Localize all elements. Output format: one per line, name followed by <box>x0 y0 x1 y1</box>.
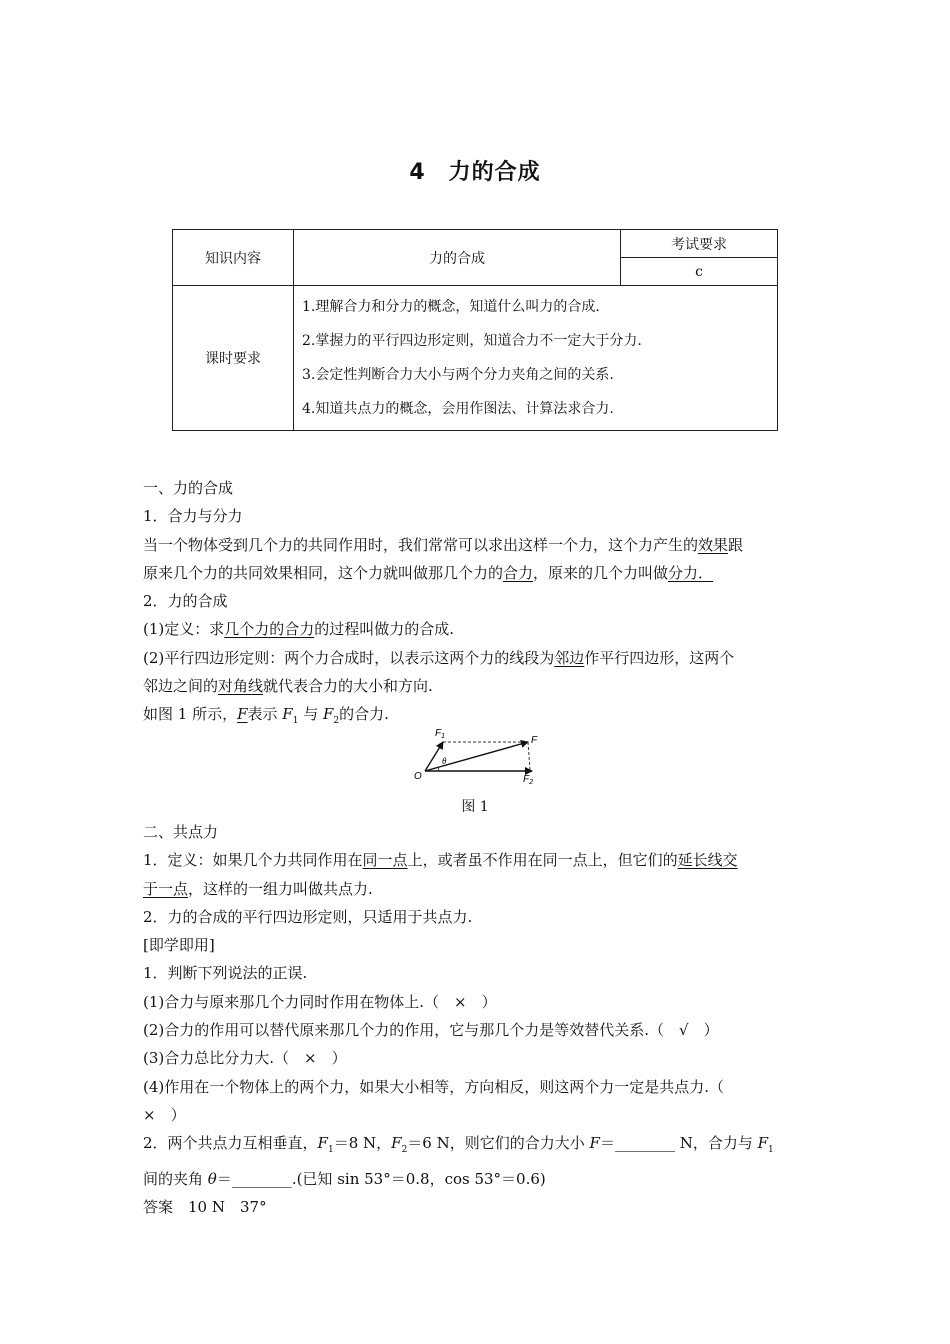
practice-heading: [即学即用] <box>143 936 215 955</box>
exam-value: c <box>621 258 778 286</box>
text: 的过程叫做力的合成. <box>314 620 455 639</box>
text: ＝8 N， <box>333 1134 392 1153</box>
text: 与 <box>298 705 323 724</box>
text: 2．两个共点力互相垂直， <box>143 1134 318 1153</box>
judgement-item: (1)合力与原来那几个力同时作用在物体上.（ × ） <box>143 992 497 1011</box>
text: 表示 <box>247 705 283 724</box>
underlined-term: 合力 <box>503 563 534 582</box>
text: ＝________.(已知 sin 53°＝0.8，cos 53°＝0.6) <box>216 1169 546 1188</box>
text: 当一个物体受到几个力的共同作用时，我们常常可以求出这样一个力，这个力产生的 <box>143 535 699 554</box>
question <box>143 1165 813 1193</box>
text: ＝________ N，合力与 <box>599 1134 758 1153</box>
judgement-item: (4)作用在一个物体上的两个力，如果大小相等，方向相反，则这两个力一定是共点力.（ <box>143 1077 725 1096</box>
text: ，原来的几个力叫做 <box>533 563 669 582</box>
text: 间的夹角 <box>143 1169 208 1188</box>
text: ＝6 N，则它们的合力大小 <box>407 1134 590 1153</box>
subscript: 2 <box>401 1145 408 1156</box>
paragraph-line <box>143 559 813 587</box>
page-title: 4 力的合成 <box>409 160 541 185</box>
var-theta: θ <box>207 1169 217 1188</box>
var-F1: F <box>282 705 293 724</box>
section-heading: 一、力的合成 <box>143 479 234 497</box>
underlined-term: 分力． <box>668 563 714 582</box>
text: (1)定义：求 <box>143 620 225 639</box>
paragraph-line: 2．力的合成的平行四边形定则，只适用于共点力. <box>143 907 473 926</box>
text: 作平行四边形，这两个 <box>584 648 735 667</box>
content-body <box>143 474 813 736</box>
answer-line: 答案 10 N 37° <box>143 1197 267 1216</box>
lesson-item: 4.知道共点力的概念，会用作图法、计算法求合力. <box>302 401 614 417</box>
underlined-term: 效果 <box>698 535 729 554</box>
question: 1．判断下列说法的正误. <box>143 964 308 983</box>
judgement-item: × ） <box>143 1105 186 1124</box>
paragraph-line <box>143 531 813 559</box>
subheading: 1．合力与分力 <box>143 507 243 526</box>
underlined-term: 于一点 <box>143 879 189 898</box>
paragraph-line <box>143 875 813 903</box>
subheading: 2．力的合成 <box>143 592 228 611</box>
underlined-term: 几个力的合力 <box>224 620 315 639</box>
label-O: O <box>414 771 422 782</box>
var-F2: F <box>391 1134 402 1153</box>
paragraph-line <box>143 672 813 700</box>
dashed-edge-right <box>528 742 530 770</box>
underlined-term: 邻边 <box>554 648 585 667</box>
text: 的合力. <box>339 705 389 724</box>
text: 如图 1 所示， <box>143 705 238 724</box>
judgement-item: (3)合力总比分力大.（ × ） <box>143 1049 347 1068</box>
text: 就代表合力的大小和方向. <box>263 677 433 696</box>
subscript: 1 <box>292 716 299 727</box>
knowledge-value: 力的合成 <box>294 230 621 286</box>
section-heading: 二、共点力 <box>143 823 219 841</box>
underlined-term: 延长线交 <box>677 851 738 870</box>
lesson-item: 3.会定性判断合力大小与两个分力夹角之间的关系. <box>302 367 614 383</box>
var-F: F <box>589 1134 600 1153</box>
lesson-label: 课时要求 <box>173 286 294 431</box>
underlined-term: 对角线 <box>218 677 264 696</box>
text: (2)平行四边形定则：两个力合成时，以表示这两个力的线段为 <box>143 648 555 667</box>
knowledge-label: 知识内容 <box>173 230 294 286</box>
text: ，这样的一组力叫做共点力. <box>188 879 373 898</box>
lesson-item: 2.掌握力的平行四边形定则，知道合力不一定大于分力. <box>302 333 642 349</box>
subscript: 1 <box>327 1145 334 1156</box>
judgement-item: (2)合力的作用可以替代原来那几个力的作用，它与那几个力是等效替代关系.（ √ ） <box>143 1021 719 1040</box>
text: 邻边之间的 <box>143 677 219 696</box>
text: 上，或者虽不作用在同一点上，但它们的 <box>407 851 678 870</box>
label-F: F <box>531 735 538 746</box>
paragraph-line <box>143 644 813 672</box>
text: 跟 <box>728 535 744 554</box>
paragraph-line <box>143 846 813 874</box>
underlined-term: 同一点 <box>362 851 408 870</box>
subscript: 2 <box>333 716 340 727</box>
var-F1: F <box>317 1134 328 1153</box>
lesson-items <box>294 286 778 431</box>
var-F1: F <box>757 1134 769 1153</box>
paragraph-line <box>143 615 813 643</box>
text: 原来几个力的共同效果相同，这个力就叫做那几个力的 <box>143 563 504 582</box>
exam-label: 考试要求 <box>621 230 778 258</box>
requirements-table <box>172 229 778 431</box>
lesson-item: 1.理解合力和分力的概念，知道什么叫力的合成. <box>302 299 600 315</box>
label-F2: $F_2$ <box>523 774 534 786</box>
figure-caption: 图 1 <box>461 799 489 815</box>
question <box>143 1129 813 1164</box>
var-F2: F <box>323 705 334 724</box>
subscript: 1 <box>768 1145 774 1156</box>
label-theta: θ <box>442 756 447 766</box>
parallelogram-figure <box>405 727 550 789</box>
text: 1．定义：如果几个力共同作用在 <box>143 851 363 870</box>
var-F: F <box>237 705 248 724</box>
content-body-2 <box>143 818 813 1221</box>
label-F1: $F_1$ <box>435 728 446 740</box>
